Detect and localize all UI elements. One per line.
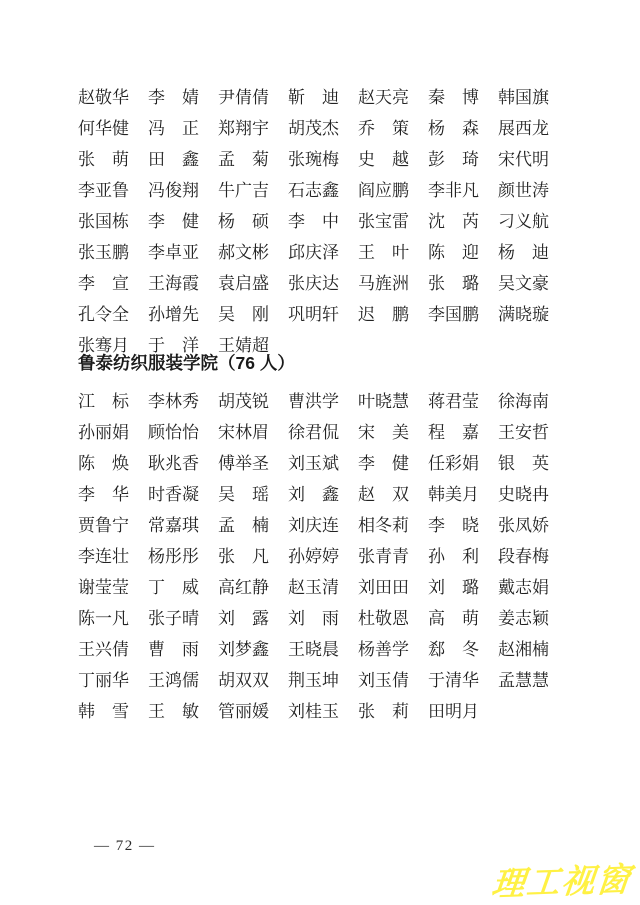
person-name: 王安哲 — [498, 423, 549, 442]
person-name: 刘玉斌 — [288, 454, 339, 473]
person-name: 戴志娟 — [498, 578, 549, 597]
person-name: 荆玉坤 — [288, 671, 339, 690]
person-name: 张青青 — [358, 547, 409, 566]
person-name: 牛广吉 — [218, 181, 269, 200]
person-name: 宋 美 — [358, 423, 409, 442]
person-name: 刁义航 — [498, 212, 549, 231]
person-name: 杨彤彤 — [148, 547, 199, 566]
person-name: 李连壮 — [78, 547, 129, 566]
person-name: 史晓冉 — [498, 485, 549, 504]
person-name: 韩 雪 — [78, 702, 129, 721]
person-name: 于 洋 — [148, 336, 199, 355]
person-name: 胡茂杰 — [288, 119, 339, 138]
person-name: 迟 鹏 — [358, 305, 409, 324]
person-name: 李非凡 — [428, 181, 479, 200]
person-name: 刘桂玉 — [288, 702, 339, 721]
person-name: 吴 瑶 — [218, 485, 269, 504]
person-name: 张 萌 — [78, 150, 129, 169]
person-name: 史 越 — [358, 150, 409, 169]
person-name: 时香凝 — [148, 485, 199, 504]
name-row — [78, 417, 568, 448]
person-name: 江 标 — [78, 392, 129, 411]
person-name: 李 华 — [78, 485, 129, 504]
person-name: 刘 璐 — [428, 578, 479, 597]
person-name: 刘 雨 — [288, 609, 339, 628]
person-name: 张凤娇 — [498, 516, 549, 535]
person-name: 常嘉琪 — [148, 516, 199, 535]
person-name: 胡双双 — [218, 671, 269, 690]
name-list-continued — [78, 82, 568, 361]
person-name: 丁 威 — [148, 578, 199, 597]
person-name: 杨善学 — [358, 640, 409, 659]
person-name: 高红静 — [218, 578, 269, 597]
person-name: 田 鑫 — [148, 150, 199, 169]
person-name: 蒋君莹 — [428, 392, 479, 411]
person-name: 乔 策 — [358, 119, 409, 138]
person-name: 程 嘉 — [428, 423, 479, 442]
person-name: 于清华 — [428, 671, 479, 690]
person-name: 高 萌 — [428, 609, 479, 628]
person-name: 姜志颖 — [498, 609, 549, 628]
person-name: 孙婷婷 — [288, 547, 339, 566]
person-name: 孙增先 — [148, 305, 199, 324]
person-name: 刘 鑫 — [288, 485, 339, 504]
person-name: 张 莉 — [358, 702, 409, 721]
person-name: 赵天亮 — [358, 88, 409, 107]
name-row — [78, 541, 568, 572]
person-name: 冯俊翔 — [148, 181, 199, 200]
person-name: 张国栋 — [78, 212, 129, 231]
person-name: 刘庆连 — [288, 516, 339, 535]
person-name: 吴 刚 — [218, 305, 269, 324]
name-row — [78, 665, 568, 696]
person-name: 孟 菊 — [218, 150, 269, 169]
person-name: 沈 芮 — [428, 212, 479, 231]
person-name: 叶晓慧 — [358, 392, 409, 411]
person-name: 秦 博 — [428, 88, 479, 107]
person-name: 孙丽娟 — [78, 423, 129, 442]
name-row — [78, 696, 568, 727]
name-row — [78, 603, 568, 634]
person-name: 张玉鹏 — [78, 243, 129, 262]
person-name: 王鸿儒 — [148, 671, 199, 690]
name-row — [78, 82, 568, 113]
person-name: 冯 正 — [148, 119, 199, 138]
name-row — [78, 479, 568, 510]
name-row — [78, 510, 568, 541]
person-name: 张 凡 — [218, 547, 269, 566]
person-name: 杜敬恩 — [358, 609, 409, 628]
name-row — [78, 299, 568, 330]
person-name: 张子晴 — [148, 609, 199, 628]
person-name: 孙 利 — [428, 547, 479, 566]
person-name: 李卓亚 — [148, 243, 199, 262]
person-name: 颜世涛 — [498, 181, 549, 200]
person-name: 杨 迪 — [498, 243, 549, 262]
person-name: 顾怡怡 — [148, 423, 199, 442]
person-name: 展西龙 — [498, 119, 549, 138]
person-name: 傅举圣 — [218, 454, 269, 473]
person-name: 赵 双 — [358, 485, 409, 504]
person-name: 李林秀 — [148, 392, 199, 411]
person-name: 尹倩倩 — [218, 88, 269, 107]
person-name: 郝文彬 — [218, 243, 269, 262]
person-name: 靳 迪 — [288, 88, 339, 107]
name-row — [78, 572, 568, 603]
person-name: 孔令全 — [78, 305, 129, 324]
person-name: 王海霞 — [148, 274, 199, 293]
person-name: 杨 森 — [428, 119, 479, 138]
person-name: 张庆达 — [288, 274, 339, 293]
watermark-logo: 理工视窗 — [489, 859, 634, 904]
name-row — [78, 144, 568, 175]
name-row — [78, 113, 568, 144]
person-name: 韩国旗 — [498, 88, 549, 107]
name-row — [78, 206, 568, 237]
person-name: 李 健 — [148, 212, 199, 231]
person-name: 杨 硕 — [218, 212, 269, 231]
person-name: 刘 露 — [218, 609, 269, 628]
person-name: 孟 楠 — [218, 516, 269, 535]
person-name: 韩美月 — [428, 485, 479, 504]
person-name: 王婧超 — [218, 336, 269, 355]
person-name: 曹 雨 — [148, 640, 199, 659]
person-name: 满晓璇 — [498, 305, 549, 324]
name-row — [78, 386, 568, 417]
person-name: 耿兆香 — [148, 454, 199, 473]
person-name: 张 璐 — [428, 274, 479, 293]
person-name: 陈一凡 — [78, 609, 129, 628]
person-name: 孟慧慧 — [498, 671, 549, 690]
name-row — [78, 268, 568, 299]
person-name: 宋林眉 — [218, 423, 269, 442]
name-row — [78, 237, 568, 268]
person-name: 刘玉倩 — [358, 671, 409, 690]
person-name: 田明月 — [428, 702, 479, 721]
person-name: 张琬梅 — [288, 150, 339, 169]
person-name: 李 宣 — [78, 274, 129, 293]
person-name: 徐君侃 — [288, 423, 339, 442]
college-heading: 鲁泰纺织服装学院（76 人） — [78, 353, 295, 373]
person-name: 段春梅 — [498, 547, 549, 566]
person-name: 丁丽华 — [78, 671, 129, 690]
person-name: 李亚鲁 — [78, 181, 129, 200]
person-name: 谢莹莹 — [78, 578, 129, 597]
person-name: 袁启盛 — [218, 274, 269, 293]
person-name: 郑翔宇 — [218, 119, 269, 138]
person-name: 李国鹏 — [428, 305, 479, 324]
person-name: 马旌洲 — [358, 274, 409, 293]
person-name: 李 晓 — [428, 516, 479, 535]
person-name: 陈 迎 — [428, 243, 479, 262]
person-name: 彭 琦 — [428, 150, 479, 169]
person-name: 赵湘楠 — [498, 640, 549, 659]
person-name: 阎应鹏 — [358, 181, 409, 200]
person-name: 管丽媛 — [218, 702, 269, 721]
person-name: 巩明轩 — [288, 305, 339, 324]
page-number: — 72 — — [94, 838, 156, 854]
person-name: 相冬莉 — [358, 516, 409, 535]
person-name: 曹洪学 — [288, 392, 339, 411]
name-list-lutai-college — [78, 386, 568, 727]
name-row — [78, 175, 568, 206]
person-name: 宋代明 — [498, 150, 549, 169]
person-name: 郄 冬 — [428, 640, 479, 659]
person-name: 张宝雷 — [358, 212, 409, 231]
person-name: 石志鑫 — [288, 181, 339, 200]
person-name: 赵玉清 — [288, 578, 339, 597]
person-name: 胡茂锐 — [218, 392, 269, 411]
person-name: 王 叶 — [358, 243, 409, 262]
person-name: 何华健 — [78, 119, 129, 138]
person-name: 徐海南 — [498, 392, 549, 411]
person-name: 王晓晨 — [288, 640, 339, 659]
person-name: 陈 焕 — [78, 454, 129, 473]
person-name: 贾鲁宁 — [78, 516, 129, 535]
person-name: 张骞月 — [78, 336, 129, 355]
person-name: 吴文豪 — [498, 274, 549, 293]
person-name: 邱庆泽 — [288, 243, 339, 262]
person-name: 王 敏 — [148, 702, 199, 721]
person-name: 李 健 — [358, 454, 409, 473]
name-row — [78, 634, 568, 665]
person-name: 任彩娟 — [428, 454, 479, 473]
person-name: 银 英 — [498, 454, 549, 473]
person-name: 赵敬华 — [78, 88, 129, 107]
person-name: 王兴倩 — [78, 640, 129, 659]
person-name: 刘梦鑫 — [218, 640, 269, 659]
person-name: 刘田田 — [358, 578, 409, 597]
name-row — [78, 448, 568, 479]
person-name: 李 中 — [288, 212, 339, 231]
person-name: 李 婧 — [148, 88, 199, 107]
